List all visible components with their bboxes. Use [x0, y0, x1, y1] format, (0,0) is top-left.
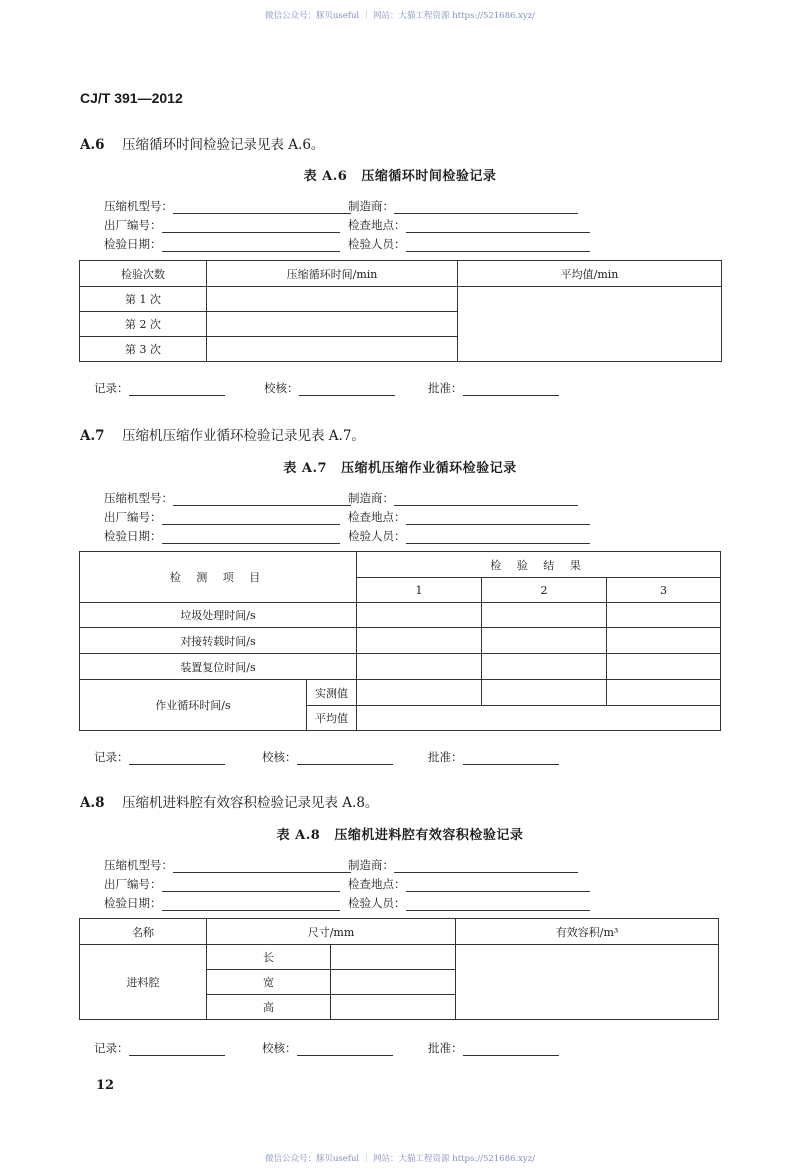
volume-cell[interactable]: [456, 945, 719, 1020]
header-test-result: 检 验 结 果: [357, 552, 721, 578]
a6-fields-row-1: [104, 198, 604, 216]
clause-a7: [80, 424, 365, 444]
serial-field[interactable]: 出厂编号：: [104, 876, 340, 892]
dimension-value[interactable]: [331, 995, 456, 1020]
average-cell[interactable]: [357, 706, 721, 731]
feed-chamber-label: 进料腔: [80, 945, 207, 1020]
model-field[interactable]: 压缩机型号：: [104, 857, 351, 873]
clause-text: 压缩机压缩作业循环检验记录见表 A.7。: [122, 428, 365, 444]
result-cell[interactable]: [482, 654, 607, 680]
header-name: 名称: [80, 919, 207, 945]
page-number: 12: [96, 1078, 115, 1093]
table-title: 压缩机进料腔有效容积检验记录: [334, 828, 524, 843]
result-cell[interactable]: [357, 628, 482, 654]
table-a8: [79, 918, 719, 1020]
table-number: 表 A.6: [303, 169, 348, 184]
inspector-field[interactable]: 检验人员：: [348, 895, 590, 911]
row-label: 第 1 次: [80, 287, 207, 312]
header-test-count: 检验次数: [80, 261, 207, 287]
a7-fields-row-2: [104, 509, 604, 527]
cycle-time-cell[interactable]: [207, 312, 458, 337]
result-cell[interactable]: [482, 603, 607, 628]
result-cell[interactable]: [607, 603, 721, 628]
dimension-label-length: 长: [207, 945, 331, 970]
dimension-value[interactable]: [331, 970, 456, 995]
a7-fields-row-3: [104, 528, 604, 546]
model-field[interactable]: 压缩机型号：: [104, 490, 351, 506]
a6-fields-row-2: [104, 217, 604, 235]
row-label: 第 2 次: [80, 312, 207, 337]
manufacturer-field[interactable]: 制造商：: [348, 857, 578, 873]
watermark-top: 微信公众号：豚贝useful ｜ 网站：大猫工程资源 https://521686.xyz/: [264, 11, 536, 21]
header-dimensions: 尺寸/mm: [207, 919, 456, 945]
location-field[interactable]: 检查地点：: [348, 509, 590, 525]
table-a7-caption: [0, 457, 800, 476]
header-cycle-time: 压缩循环时间/min: [207, 261, 458, 287]
serial-field[interactable]: 出厂编号：: [104, 217, 340, 233]
a8-fields-row-2: [104, 876, 604, 894]
result-cell[interactable]: [357, 654, 482, 680]
result-col-1: 1: [357, 578, 482, 603]
dimension-label-width: 宽: [207, 970, 331, 995]
row-label: 第 3 次: [80, 337, 207, 362]
check-field[interactable]: 校核：: [262, 1040, 393, 1056]
check-field[interactable]: 校核：: [262, 749, 393, 765]
cycle-time-cell[interactable]: [207, 337, 458, 362]
approve-field[interactable]: 批准：: [428, 1040, 559, 1056]
row-label-operation-cycle: 作业循环时间/s: [80, 680, 307, 731]
location-field[interactable]: 检查地点：: [348, 217, 590, 233]
table-number: 表 A.7: [283, 461, 328, 476]
manufacturer-field[interactable]: 制造商：: [348, 198, 578, 214]
table-title: 压缩循环时间检验记录: [361, 169, 497, 184]
average-value-label: 平均值: [307, 706, 357, 731]
clause-number: A.8: [80, 795, 105, 811]
dimension-value[interactable]: [331, 945, 456, 970]
date-field[interactable]: 检验日期：: [104, 895, 340, 911]
clause-text: 压缩循环时间检验记录见表 A.6。: [122, 137, 325, 153]
watermark-bottom: 微信公众号：豚贝useful ｜ 网站：大猫工程资源 https://521686.xyz/: [264, 1154, 536, 1164]
serial-field[interactable]: 出厂编号：: [104, 509, 340, 525]
date-field[interactable]: 检验日期：: [104, 528, 340, 544]
row-label-device-reset: 装置复位时间/s: [80, 654, 357, 680]
table-a6: [79, 260, 722, 362]
date-field[interactable]: 检验日期：: [104, 236, 340, 252]
header-average: 平均值/min: [458, 261, 722, 287]
row-label-docking-transfer: 对接转载时间/s: [80, 628, 357, 654]
result-col-3: 3: [607, 578, 721, 603]
a7-fields-row-1: [104, 490, 604, 508]
clause-number: A.7: [80, 428, 105, 444]
result-cell[interactable]: [482, 628, 607, 654]
record-field[interactable]: 记录：: [94, 380, 225, 396]
a8-fields-row-1: [104, 857, 604, 875]
result-col-2: 2: [482, 578, 607, 603]
cycle-time-cell[interactable]: [207, 287, 458, 312]
location-field[interactable]: 检查地点：: [348, 876, 590, 892]
manufacturer-field[interactable]: 制造商：: [348, 490, 578, 506]
a6-fields-row-3: [104, 236, 604, 254]
approve-field[interactable]: 批准：: [428, 749, 559, 765]
standard-code: CJ/T 391—2012: [80, 90, 183, 106]
record-field[interactable]: 记录：: [94, 749, 225, 765]
measured-cell[interactable]: [607, 680, 721, 706]
approve-field[interactable]: 批准：: [428, 380, 559, 396]
measured-cell[interactable]: [482, 680, 607, 706]
dimension-label-height: 高: [207, 995, 331, 1020]
record-field[interactable]: 记录：: [94, 1040, 225, 1056]
inspector-field[interactable]: 检验人员：: [348, 528, 590, 544]
header-test-item: 检 测 项 目: [80, 552, 357, 603]
row-label-garbage-processing: 垃圾处理时间/s: [80, 603, 357, 628]
clause-a8: [80, 791, 378, 811]
clause-a6: [80, 133, 324, 153]
header-effective-volume: 有效容积/m³: [456, 919, 719, 945]
check-field[interactable]: 校核：: [264, 380, 395, 396]
clause-text: 压缩机进料腔有效容积检验记录见表 A.8。: [122, 795, 379, 811]
table-a6-caption: [0, 165, 800, 184]
table-a8-caption: [0, 824, 800, 843]
inspector-field[interactable]: 检验人员：: [348, 236, 590, 252]
model-field[interactable]: 压缩机型号：: [104, 198, 351, 214]
measured-value-label: 实测值: [307, 680, 357, 706]
measured-cell[interactable]: [357, 680, 482, 706]
result-cell[interactable]: [357, 603, 482, 628]
clause-number: A.6: [80, 137, 105, 153]
result-cell[interactable]: [607, 628, 721, 654]
table-title: 压缩机压缩作业循环检验记录: [341, 461, 517, 476]
a8-fields-row-3: [104, 895, 604, 913]
table-a7: [79, 551, 721, 731]
average-cell[interactable]: [458, 287, 722, 362]
result-cell[interactable]: [607, 654, 721, 680]
table-number: 表 A.8: [276, 828, 321, 843]
